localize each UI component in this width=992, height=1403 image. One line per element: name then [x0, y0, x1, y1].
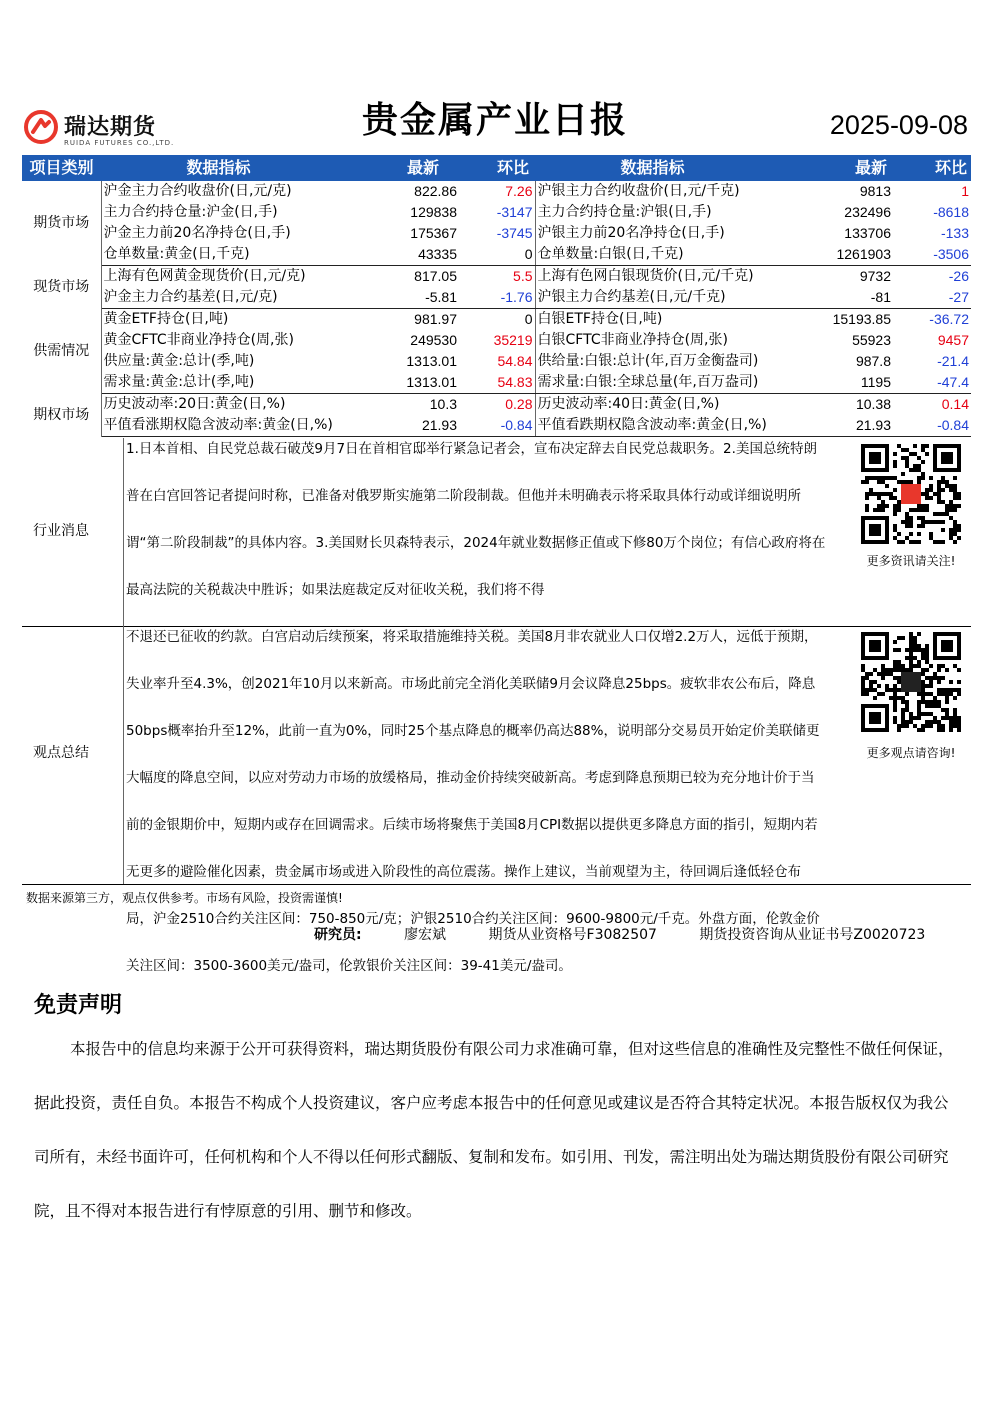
header-change-left: 环比 [459, 155, 535, 181]
ruida-logo-icon [24, 110, 58, 144]
indicator-name: 主力合约持仓量:沪银(日,手) [537, 204, 712, 220]
latest-value: 1313.01 [406, 353, 457, 369]
header-indicator-left: 数据指标 [101, 155, 336, 181]
indicator-name: 沪银主力合约基差(日,元/千克) [535, 287, 770, 309]
latest-value: 249530 [410, 332, 457, 348]
latest-value: 1313.01 [336, 372, 459, 394]
change-value: -36.72 [929, 311, 969, 327]
qr-caption: 更多观点请咨询! [866, 746, 956, 760]
latest-value: 817.05 [414, 268, 457, 284]
latest-value: 10.3 [429, 396, 457, 412]
change-value: -47.4 [893, 372, 971, 394]
table-row [22, 394, 971, 416]
change-value: 1 [961, 183, 969, 199]
change-value: 0 [459, 309, 535, 331]
latest-value: 10.38 [855, 396, 891, 412]
table-row [22, 309, 971, 331]
views-label: 观点总结 [33, 745, 89, 761]
change-value: 35219 [459, 330, 535, 351]
header-change-right: 环比 [893, 155, 971, 181]
change-value: 0.28 [459, 394, 535, 416]
latest-value: 9732 [859, 268, 891, 284]
category-cell: 期货市场 [22, 181, 101, 266]
change-value: -1.76 [459, 287, 535, 309]
latest-value: -81 [770, 287, 893, 309]
table-header-row [22, 155, 971, 181]
qualification-number: 期货从业资格号F3082507 [488, 927, 657, 943]
news-section [22, 438, 971, 627]
table-row [22, 351, 971, 372]
table-body [22, 181, 971, 437]
latest-value: 55923 [852, 332, 891, 348]
table-row [22, 244, 971, 266]
change-value: 7.26 [459, 181, 535, 202]
change-value: -8618 [933, 204, 969, 220]
company-name: 瑞达期货 [64, 115, 157, 140]
change-value: -3506 [893, 244, 971, 266]
table-row [22, 202, 971, 223]
change-value: 54.84 [459, 351, 535, 372]
indicator-name: 沪银主力合约收盘价(日,元/千克) [537, 183, 740, 199]
section-divider [123, 626, 124, 884]
indicator-name: 白银CFTC非商业净持仓(周,张) [537, 332, 728, 348]
researcher-label: 研究员: [314, 927, 362, 943]
researcher-line [314, 924, 963, 944]
latest-value: 822.86 [414, 183, 457, 199]
change-value: 54.83 [459, 372, 535, 394]
views-text: 不退还已征收的约款。白宫启动后续预案，将采取措施维持关税。美国8月非农就业人口仅增2.2万人，远低于预期，失业率升至4.3%，创2021年10月以来新高。市场此前完全消化美联储9月会议降息25bps。疲软非农公布后，降息50bps概率抬升至12%，此前一直为0%，同时25个基点降息的概率仍高达88%，说明部分交易员开始定价美联储更大幅度的降息空间，以应对劳动力市场的放缓格局，推动金价持续突破新高。考虑到降息预期已较为充分地计价于当前的金银期价中，短期内或存在回调需求。后续市场将聚焦于美国8月CPI数据以提供更多降息方面的指引，短期内若无更多的避险催化因素，贵金属市场或进入阶段性的高位震荡。操作上建议，当前观望为主，待回调后逢低轻仓布局，沪金2510合约关注区间：750-850元/克；沪银2510合约关注区间：9600-9800元/千克。外盘方面，伦敦金价关注区间：3500-3600美元/盎司，伦敦银价关注区间：39-41美元/盎司。 [126, 629, 820, 974]
latest-value: 981.97 [414, 311, 457, 327]
change-value: -3147 [459, 202, 535, 223]
latest-value: 987.8 [855, 353, 891, 369]
latest-value: 9813 [859, 183, 891, 199]
latest-value: 1195 [770, 372, 893, 394]
latest-value: 232496 [844, 204, 891, 220]
latest-value: 129838 [410, 204, 457, 220]
change-value: -21.4 [937, 353, 969, 369]
latest-value: 15193.85 [832, 311, 891, 327]
latest-value: 21.93 [336, 415, 459, 437]
change-value: -27 [893, 287, 971, 309]
data-table [22, 155, 971, 437]
news-text: 1.日本首相、自民党总裁石破茂9月7日在首相官邸举行紧急记者会，宣布决定辞去自民党总裁职务。2.美国总统特朗普在白宫回答记者提问时称，已准备对俄罗斯实施第二阶段制裁。但他并未明确表示将采取具体行动或详细说明所谓“第二阶段制裁”的具体内容。3.美国财长贝森特表示，2024年就业数据修正值或下修80万个岗位；有信心政府将在最高法院的关税裁决中胜诉；如果法庭裁定反对征收关税，我们将不得 [126, 441, 826, 598]
indicator-name: 平值看涨期权隐含波动率:黄金(日,%) [101, 415, 336, 437]
indicator-name: 黄金CFTC非商业净持仓(周,张) [103, 332, 294, 348]
company-name-en: RUIDA FUTURES CO.,LTD. [64, 139, 175, 147]
table-row [22, 330, 971, 351]
latest-value: 1261903 [770, 244, 893, 266]
indicator-name: 沪金主力合约收盘价(日,元/克) [103, 183, 292, 199]
latest-value: 175367 [410, 225, 457, 241]
indicator-name: 供给量:白银:总计(年,百万金衡盎司) [537, 353, 759, 369]
advisor-number: 期货投资咨询从业证书号Z0020723 [699, 927, 926, 943]
change-value: 0 [459, 244, 535, 266]
header-latest-right: 最新 [770, 155, 893, 181]
indicator-name: 主力合约持仓量:沪金(日,手) [103, 204, 278, 220]
indicator-name: 历史波动率:40日:黄金(日,%) [537, 396, 720, 412]
indicator-name: 需求量:黄金:总计(季,吨) [101, 372, 336, 394]
header-category: 项目类别 [22, 155, 101, 181]
change-value: -133 [940, 225, 969, 241]
indicator-name: 仓单数量:黄金(日,千克) [101, 244, 336, 266]
table-row [22, 287, 971, 309]
change-value: -3745 [459, 223, 535, 244]
indicator-name: 上海有色网白银现货价(日,元/千克) [537, 268, 754, 284]
header-indicator-right: 数据指标 [535, 155, 770, 181]
table-row [22, 181, 971, 202]
indicator-name: 沪金主力合约基差(日,元/克) [101, 287, 336, 309]
report-date: 2025-09-08 [829, 110, 968, 140]
indicator-name: 平值看跌期权隐含波动率:黄金(日,%) [535, 415, 770, 437]
indicator-name: 历史波动率:20日:黄金(日,%) [103, 396, 286, 412]
change-value: 9457 [937, 332, 969, 348]
category-cell: 期权市场 [22, 394, 101, 437]
latest-value: 21.93 [770, 415, 893, 437]
indicator-name: 黄金ETF持仓(日,吨) [103, 311, 229, 327]
report-title: 贵金属产业日报 [361, 100, 628, 141]
qr-code-icon [861, 632, 961, 732]
change-value: 5.5 [459, 266, 535, 288]
indicator-name: 白银ETF持仓(日,吨) [537, 311, 663, 327]
indicator-name: 仓单数量:白银(日,千克) [535, 244, 770, 266]
news-label: 行业消息 [33, 523, 89, 539]
change-value: -0.84 [893, 415, 971, 437]
qr-code-icon [861, 444, 961, 544]
category-cell: 现货市场 [22, 266, 101, 309]
data-source-note: 数据来源第三方，观点仅供参考。市场有风险，投资需谨慎! [26, 891, 343, 905]
header-latest-left: 最新 [336, 155, 459, 181]
company-logo [24, 108, 184, 152]
latest-value: 133706 [844, 225, 891, 241]
qr-caption: 更多资讯请关注! [866, 554, 956, 568]
indicator-name: 沪银主力前20名净持仓(日,手) [537, 225, 725, 241]
disclaimer-text: 本报告中的信息均来源于公开可获得资料，瑞达期货股份有限公司力求准确可靠，但对这些信息的准确性及完整性不做任何保证，据此投资，责任自负。本报告不构成个人投资建议，客户应考虑本报告中的任何意见或建议是否符合其特定状况。本报告版权仅为我公司所有，未经书面许可，任何机构和个人不得以任何形式翻版、复制和发布。如引用、刊发，需注明出处为瑞达期货股份有限公司研究院，且不得对本报告进行有悖原意的引用、删节和修改。 [34, 1040, 954, 1220]
indicator-name: 沪金主力前20名净持仓(日,手) [103, 225, 291, 241]
table-row [22, 266, 971, 288]
indicator-name: 供应量:黄金:总计(季,吨) [103, 353, 255, 369]
category-cell: 供需情况 [22, 309, 101, 394]
latest-value: 43335 [336, 244, 459, 266]
table-row [22, 223, 971, 244]
disclaimer-title: 免责声明 [34, 993, 123, 1018]
table-row [22, 372, 971, 394]
change-value: -26 [948, 268, 969, 284]
section-divider [123, 438, 124, 626]
indicator-name: 上海有色网黄金现货价(日,元/克) [103, 268, 306, 284]
latest-value: -5.81 [336, 287, 459, 309]
indicator-name: 需求量:白银:全球总量(年,百万盎司) [535, 372, 770, 394]
researcher-name: 廖宏斌 [404, 927, 447, 943]
change-value: 0.14 [941, 396, 969, 412]
change-value: -0.84 [459, 415, 535, 437]
